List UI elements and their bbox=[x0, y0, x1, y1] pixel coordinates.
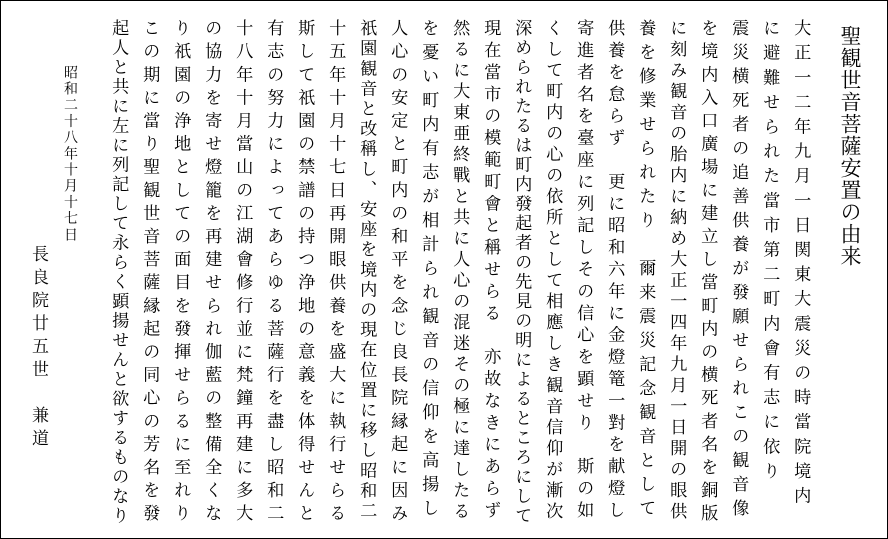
document-signature: 長良院廿五世 兼道 bbox=[28, 245, 48, 452]
body-line-16: 十五年十月十七日再開眼供養を盛大に執行せらる bbox=[325, 19, 346, 528]
body-line-22: この期に當り聖観世音菩薩縁起の同心の芳名を發 bbox=[139, 19, 160, 528]
body-line-18: 有志の努力によってあらゆる菩薩行を盡し昭和二 bbox=[263, 19, 284, 528]
body-line-12: 然るに大東亜終戰と共に人心の混迷その極に達したる bbox=[449, 19, 470, 523]
body-line-4: を境内入口廣場に建立し當町内の横死者名を銅版 bbox=[697, 19, 718, 528]
body-line-10: 深められたるは町内發起者の先見の明によるところにして bbox=[511, 19, 532, 526]
body-line-17: 斯して祇園の禁譜の持つ浄地の意義を体得せんと bbox=[294, 19, 315, 528]
body-line-2: に避難せられた當市第二町内會有志に依り bbox=[759, 19, 780, 487]
body-line-9: くして町内の心の依所として相應しき観音信仰が漸次 bbox=[542, 19, 563, 523]
body-line-6: 養を修業せられたり 爾来震災記念観音として bbox=[635, 19, 656, 523]
body-line-21: り祇園の浄地としての面目を發揮せらるに至れり bbox=[170, 19, 191, 528]
document-title: 聖観世音菩薩安置の由来 bbox=[838, 25, 862, 267]
body-line-11: 現在當市の模範町會と稱せらる 亦故なきにあらず bbox=[480, 19, 501, 523]
body-line-13: を憂い町内有志が相計られ観音の信仰を高揚し bbox=[418, 19, 439, 523]
body-line-7: 供養を怠らず 更に昭和六年に金燈篭一對を献燈し bbox=[604, 19, 625, 523]
document-date: 昭和二十八年十月十七日 bbox=[62, 65, 78, 244]
body-line-3: 震災横死者の追善供養が發願せられこの観音像 bbox=[728, 19, 749, 523]
body-line-5: に刻み観音の胎内に納め大正一四年九月一日開の眼供 bbox=[666, 19, 687, 523]
body-line-23: 起人と共に左に列記して永らく顕揚せんと欲するものなり bbox=[108, 19, 129, 526]
body-line-20: の協力を寄せ燈籠を再建せられ伽藍の整備全くな bbox=[201, 19, 222, 528]
body-line-19: 十八年十月當山の江湖會修行並に梵鐘再建に多大 bbox=[232, 19, 253, 528]
body-line-8: 寄進者名を臺座に列記しその信心を顕せり 斯の如 bbox=[573, 19, 594, 523]
body-line-14: 人心の安定と町内の和平を念じ良長院縁起に因み bbox=[387, 19, 408, 528]
body-line-15: 祇園観音と改稱し、安座を境内の現在位置に移し昭和二 bbox=[356, 19, 377, 522]
body-line-1: 大正一二年九月一日関東大震災の時當院境内 bbox=[790, 19, 811, 511]
